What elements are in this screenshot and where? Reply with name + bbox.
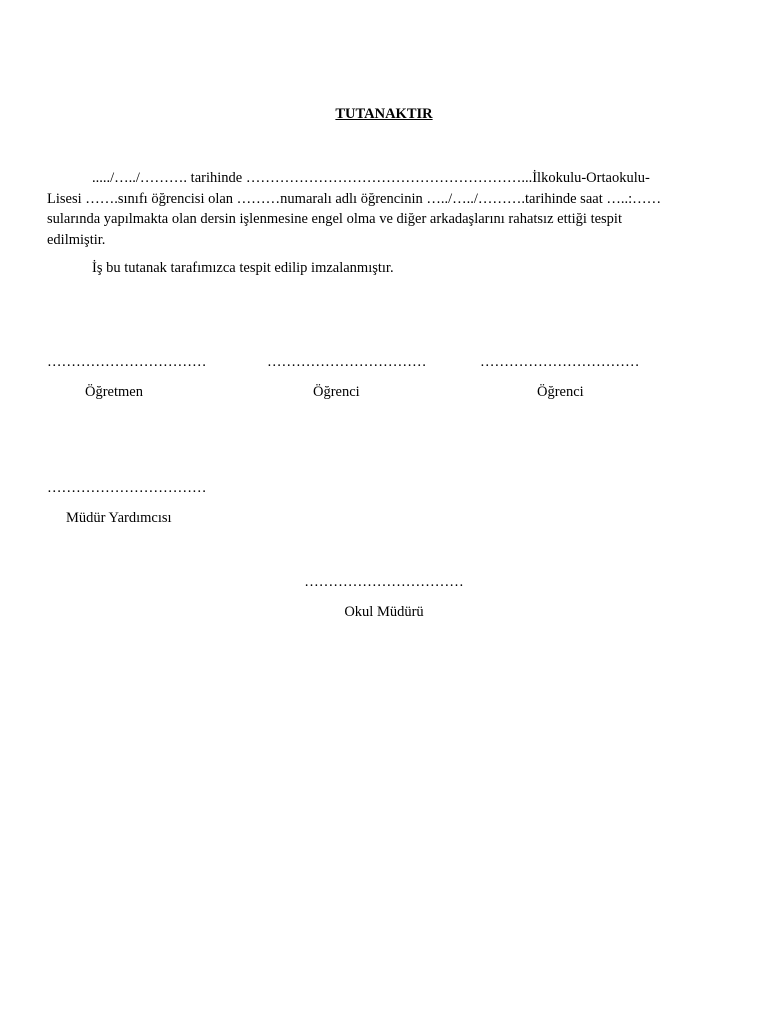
- paragraph-line: [47, 168, 711, 189]
- student-signature-line: ……………………………: [267, 354, 427, 370]
- vice-principal-signature-line: ……………………………: [47, 480, 207, 496]
- student-signature-label: Öğrenci: [313, 384, 360, 400]
- report-paragraph: [47, 168, 711, 250]
- paragraph-line: Lisesi …….sınıfı öğrencisi olan ………numaralı adlı öğrencinin …../…../……….tarihinde saat …..:……: [47, 190, 662, 207]
- paragraph-line-text: ...../…../………. tarihinde …………………………………………………...İlkokulu-Ortaokulu-: [92, 170, 650, 186]
- teacher-signature-line: ……………………………: [47, 354, 207, 370]
- principal-signature-line: ……………………………: [304, 574, 464, 590]
- principal-signature-label: Okul Müdürü: [344, 604, 424, 620]
- vice-principal-signature-label: Müdür Yardımcısı: [66, 510, 172, 526]
- student-signature-line: ……………………………: [480, 354, 640, 370]
- paragraph-line: sularında yapılmakta olan dersin işlenmesine engel olma ve diğer arkadaşlarını rahatsız ettiği tespit: [47, 211, 622, 227]
- document-title: TUTANAKTIR: [335, 106, 433, 122]
- signing-statement: [47, 258, 711, 279]
- student-signature-label: Öğrenci: [537, 384, 584, 400]
- paragraph-line: edilmiştir.: [47, 231, 106, 248]
- teacher-signature-label: Öğretmen: [85, 384, 143, 400]
- signing-statement-text: İş bu tutanak tarafımızca tespit edilip imzalanmıştır.: [92, 260, 394, 276]
